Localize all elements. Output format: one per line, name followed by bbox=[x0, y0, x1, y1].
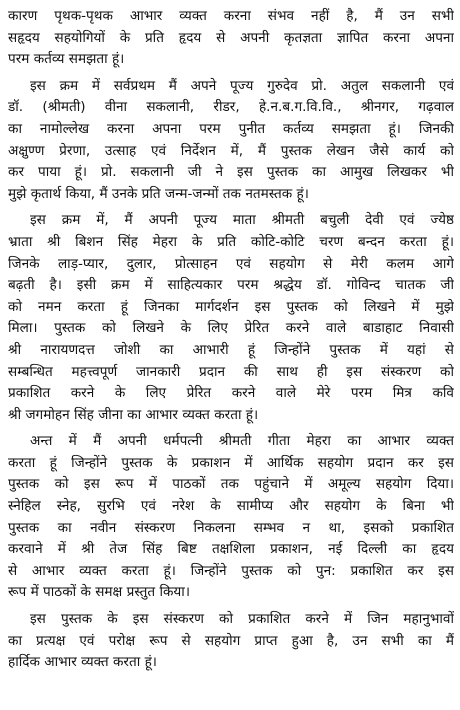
paragraph-2 bbox=[8, 76, 454, 206]
paragraph-line: कारण पृथक-पृथक आभार व्यक्त करना संभव नहीं है, मैं उन सभी bbox=[8, 8, 454, 24]
paragraph-line: प्रकाशित करने के लिए प्रेरित करने वाले मेरे परम मित्र कवि bbox=[8, 385, 454, 402]
paragraph-line: परम कर्तव्य समझता हूं। bbox=[8, 51, 125, 68]
paragraph-line: मिला। पुस्तक को लिखने के लिए प्रेरित करने वाले बाडाहाट निवासी bbox=[8, 320, 454, 337]
paragraph-line: श्री जगमोहन सिंह जीना का आभार व्यक्त करता हूं। bbox=[8, 406, 259, 423]
paragraph-line: बढ़ती है। इसी क्रम में साहित्यकार परम श्रद्धेय डॉ. गोविन्द चातक जी bbox=[8, 277, 454, 294]
paragraph-line: जिनके लाड़-प्यार, दुलार, प्रोत्साहन एवं सहयोग से मेरी कलम आगे bbox=[8, 255, 454, 272]
paragraph-line: कर पाया हूं। प्रो. सकलानी जी ने इस पुस्तक का आमुख लिखकर भी bbox=[8, 164, 454, 181]
paragraph-line: भ्राता श्री बिशन सिंह मेहरा के प्रति कोटि-कोटि चरण बन्दन करता हूं। bbox=[8, 233, 454, 250]
paragraph-line: से आभार व्यक्त करता हूं। जिन्होंने पुस्तक को पुन: प्रकाशित कर इस bbox=[8, 562, 454, 579]
paragraph-line: रूप में पाठकों के समक्ष प्रस्तुत किया। bbox=[8, 584, 190, 601]
paragraph-line: डॉ. (श्रीमती) वीना सकलानी, रीडर, हे.न.ब.ग.वि.वि., श्रीनगर, गढ़वाल bbox=[8, 99, 454, 116]
paragraph-line: श्री नारायणदत्त जोशी का आभारी हूं जिन्होंने पुस्तक में यहां से bbox=[8, 341, 454, 358]
paragraph-line: मुझे कृतार्थ किया, मैं उनके प्रति जन्म-जन्मों तक नतमस्तक हूं। bbox=[8, 185, 309, 202]
paragraph-line: पुस्तक को इस रूप में पाठकों तक पहुंचाने में अमूल्य सहयोग दिया। bbox=[8, 476, 454, 493]
paragraph-3 bbox=[8, 210, 454, 426]
paragraph-line: पुस्तक का नवीन संस्करण निकलना सम्भव न था, इसको प्रकाशित bbox=[8, 519, 454, 536]
paragraph-line: इस पुस्तक के इस संस्करण को प्रकाशित करने में जिन महानुभावों bbox=[30, 611, 454, 628]
paragraph-line: इस क्रम में, मैं अपनी पूज्य माता श्रीमती बचुली देवी एवं ज्येष्ठ bbox=[30, 212, 454, 229]
paragraph-line: हार्दिक आभार व्यक्त करता हूं। bbox=[8, 654, 157, 671]
paragraph-line: सहृदय सहयोगियों के प्रति हृदय से अपनी कृतज्ञता ज्ञापित करना अपना bbox=[8, 29, 454, 46]
paragraph-line: अक्षुण्ण प्रेरणा, उत्साह एवं निर्देशन में, मैं पुस्तक लेखन जैसे कार्य को bbox=[8, 142, 454, 159]
paragraph-line: इस क्रम में सर्वप्रथम मैं अपने पूज्य गुरुदेव प्रो. अतुल सकलानी एवं bbox=[30, 77, 454, 94]
paragraph-line: का नामोल्लेख करना अपना परम पुनीत कर्तव्य समझता हूं। जिनकी bbox=[8, 120, 454, 137]
paragraph-line: का प्रत्यक्ष एवं परोक्ष रूप से सहयोग प्राप्त हुआ है, उन सभी का मैं bbox=[8, 632, 454, 649]
paragraph-4 bbox=[8, 431, 454, 604]
paragraph-line: सम्बन्धित महत्त्वपूर्ण जानकारी प्रदान की साथ ही इस संस्करण को bbox=[8, 363, 454, 380]
paragraph-1 bbox=[8, 6, 454, 71]
paragraph-line: करवाने में श्री तेज सिंह बिष्ट तक्षशिला प्रकाशन, नई दिल्ली का हृदय bbox=[8, 541, 454, 558]
paragraph-line: करता हूं जिन्होंने पुस्तक के प्रकाशन में आर्थिक सहयोग प्रदान कर इस bbox=[8, 454, 454, 471]
paragraph-line: को नमन करता हूं जिनका मार्गदर्शन इस पुस्तक को लिखने में मुझे bbox=[8, 298, 454, 315]
paragraph-line: अन्त में मैं अपनी धर्मपत्नी श्रीमती गीता मेहरा का आभार व्यक्त bbox=[30, 433, 454, 450]
paragraph-5 bbox=[8, 609, 454, 674]
paragraph-line: स्नेहिल स्नेह, सुरभि एवं नरेश के सामीप्य और सहयोग के बिना भी bbox=[8, 498, 454, 515]
